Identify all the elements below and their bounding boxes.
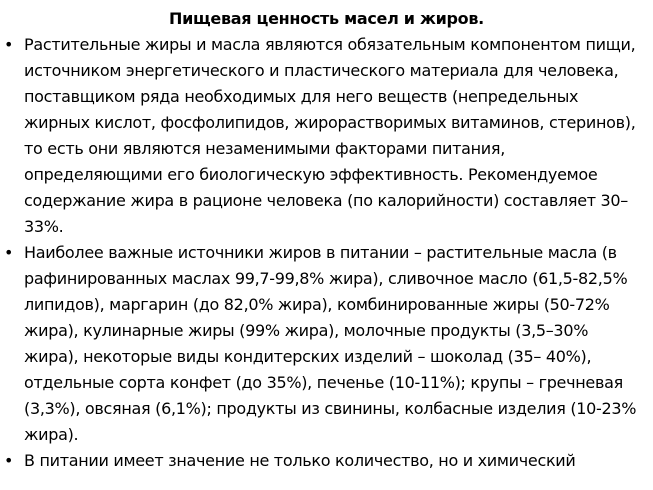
bullet-list: [0, 32, 653, 474]
bullet-text: Растительные жиры и масла являются обязательным компонентом пищи, источником энергетического и пластического материала для человека, поставщиком ряда необходимых для него веществ (непредельных жирных кислот, фосфолипидов, жирорастворимых витаминов, стеринов), то есть они являются незаменимыми факторами питания, определяющими его биологическую эффективность. Рекомендуемое содержание жира в рационе человека (по калорийности) составляет 30–33%.: [24, 35, 636, 236]
bullet-item: [0, 32, 653, 240]
bullet-item: [0, 448, 653, 474]
slide-title: Пищевая ценность масел и жиров.: [169, 9, 484, 28]
bullet-marker: •: [4, 451, 14, 470]
bullet-marker: •: [4, 35, 14, 54]
bullet-text: Наиболее важные источники жиров в питании – растительные масла (в рафинированных маслах 99,7-99,8% жира), сливочное масло (61,5-82,5% липидов), маргарин (до 82,0% жира), комбинированные жиры (50-72% жира), кулинарные жиры (99% жира), молочные продукты (3,5–30% жира), некоторые виды кондитерских изделий – шоколад (35– 40%), отдельные сорта конфет (до 35%), печенье (10-11%); крупы – гречневая (3,3%), овсяная (6,1%); продукты из свинины, колбасные изделия (10-23% жира).: [24, 243, 637, 444]
bullet-item: [0, 240, 653, 448]
bullet-text: В питании имеет значение не только количество, но и химический: [24, 451, 576, 470]
bullet-marker: •: [4, 243, 14, 262]
